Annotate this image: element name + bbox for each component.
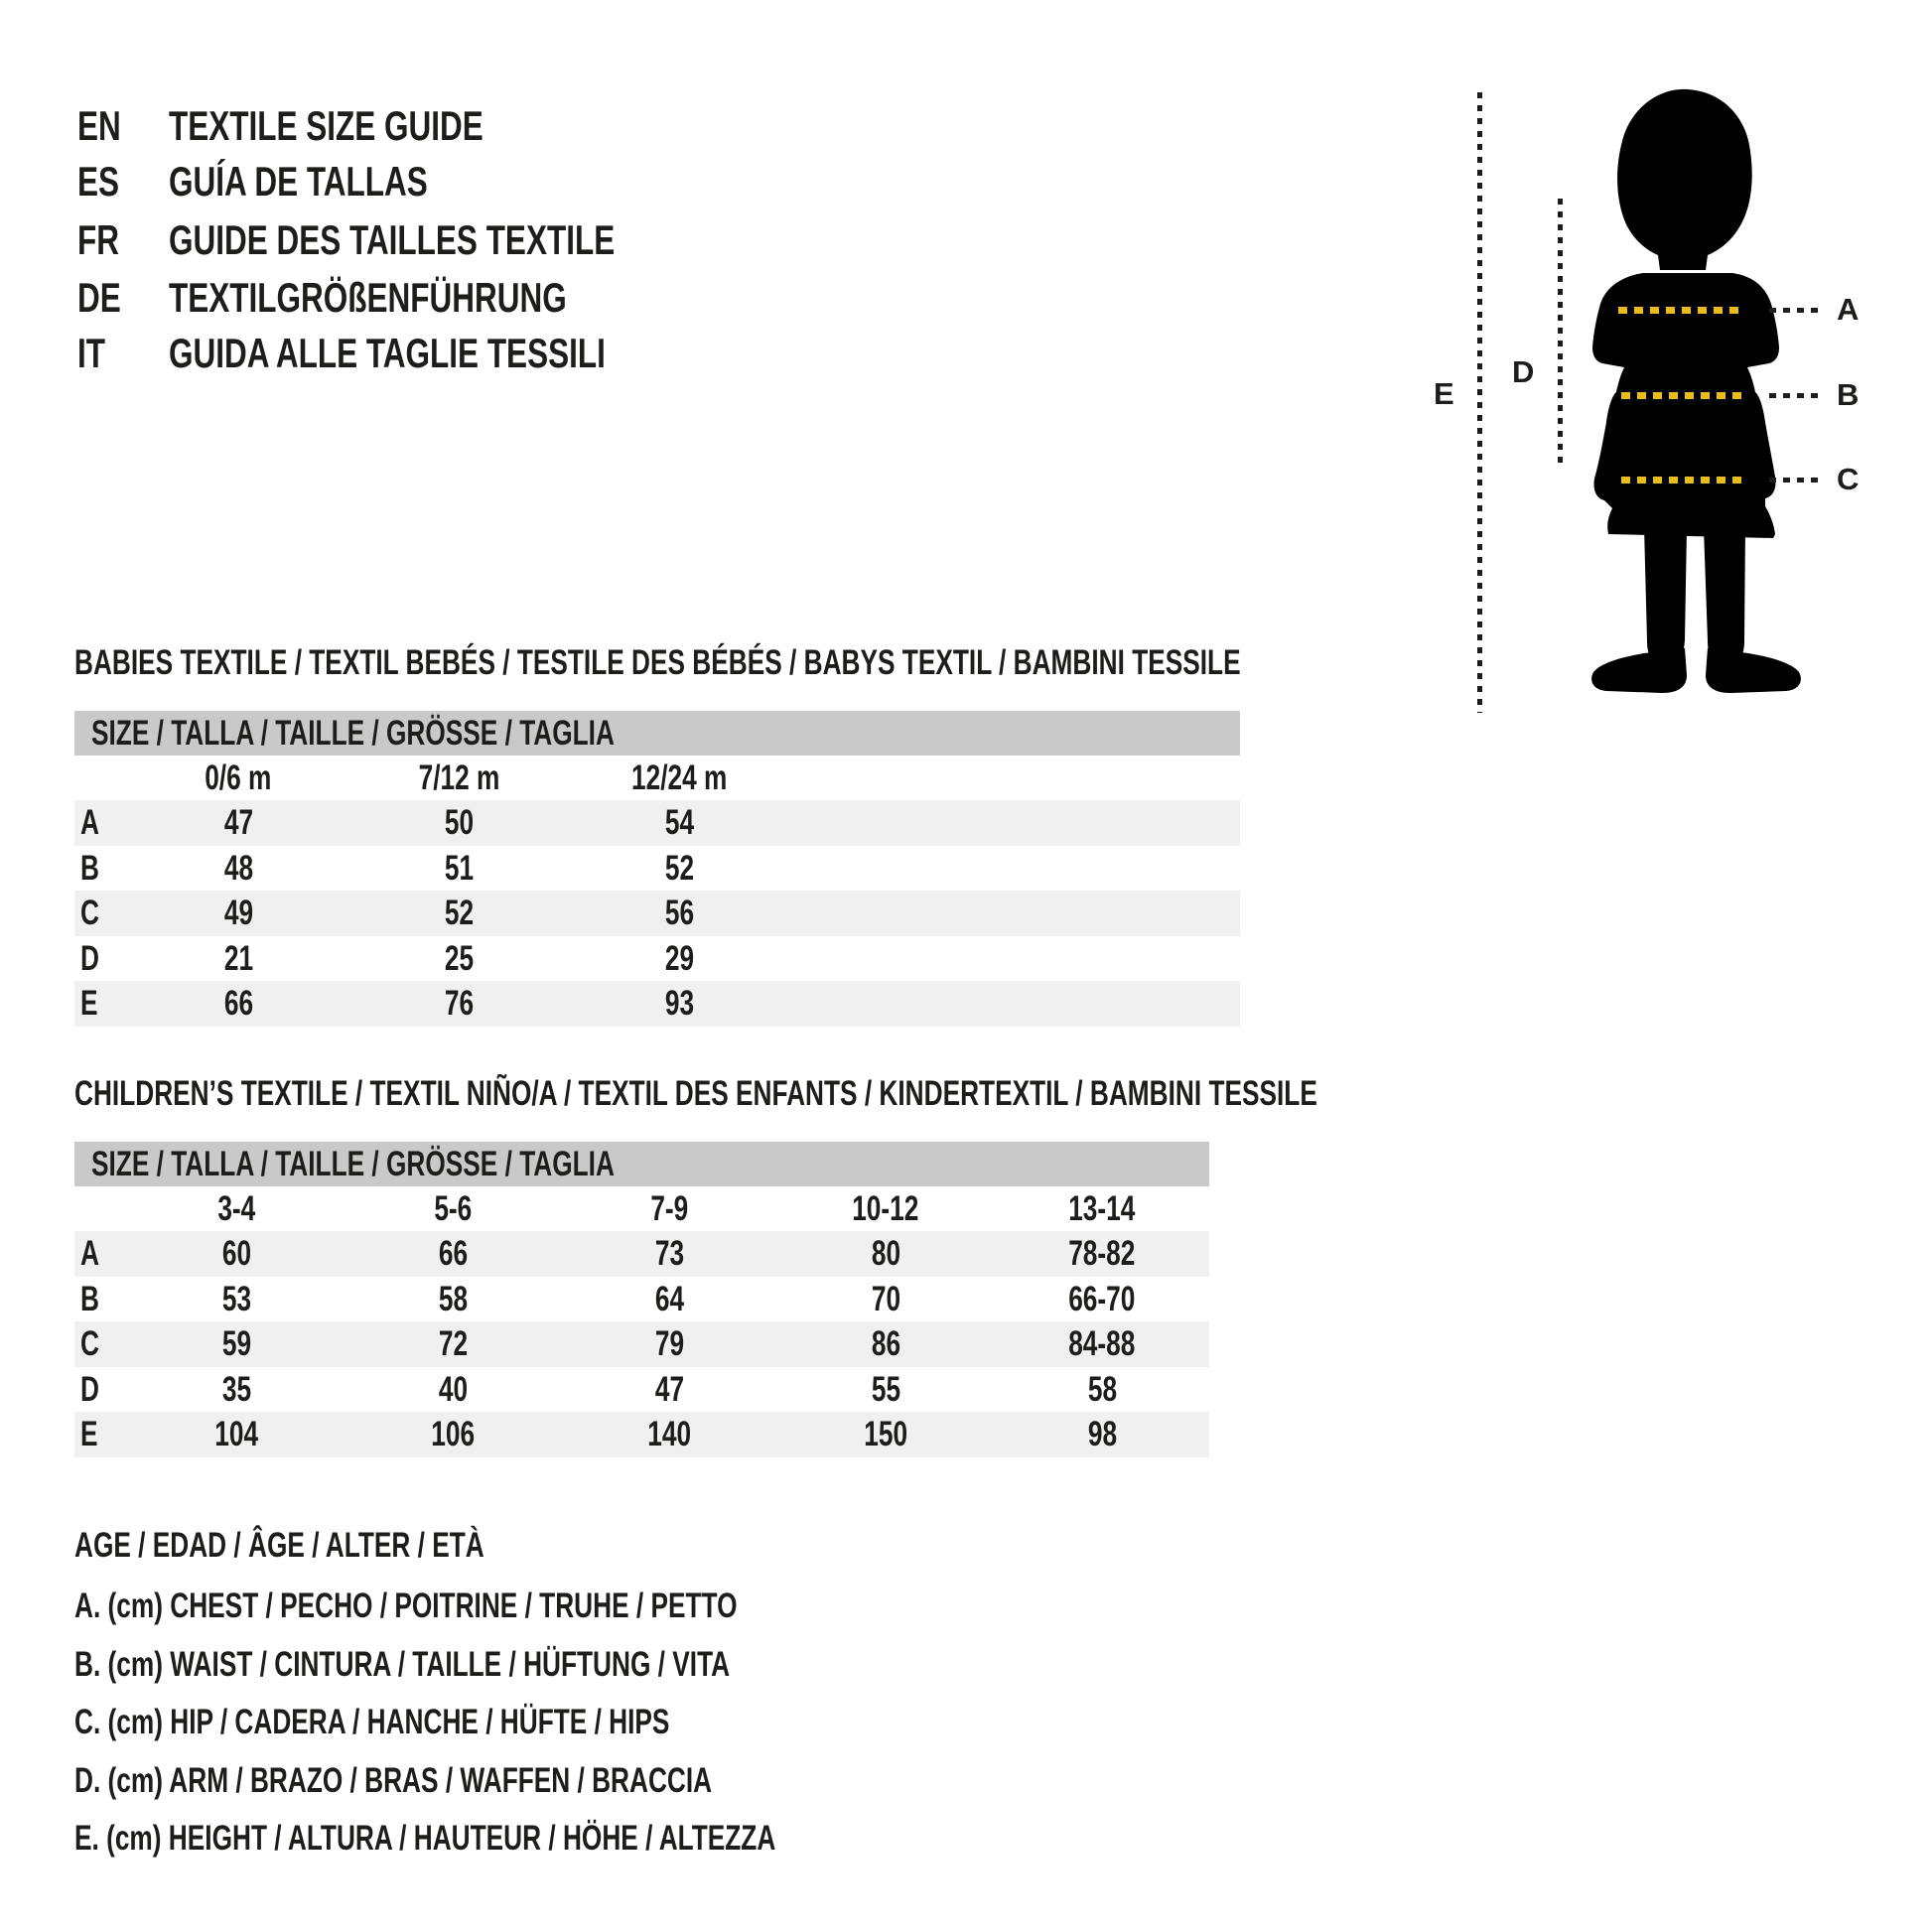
- language-code: FR: [77, 216, 119, 263]
- column-header: 10-12: [852, 1189, 919, 1228]
- cell: 78-82: [1068, 1234, 1136, 1273]
- guide-title: GUIDA ALLE TAGLIE TESSILI: [169, 330, 606, 376]
- figure-label-b: B: [1837, 377, 1860, 412]
- cell: 52: [664, 848, 694, 888]
- legend-line-waist: B. (cm) WAIST / CINTURA / TAILLE / HÜFTUNG / VITA: [74, 1645, 731, 1684]
- legend-line-hip: C. (cm) HIP / CADERA / HANCHE / HÜFTE / HIPS: [74, 1703, 670, 1741]
- legend-line-age: AGE / EDAD / ÂGE / ALTER / ETÀ: [74, 1526, 484, 1565]
- cell: 51: [444, 848, 474, 888]
- table-row: [74, 1321, 1209, 1367]
- row-label: C: [80, 1324, 99, 1363]
- column-header: 0/6 m: [205, 759, 272, 797]
- height-measure-line-e: [1477, 92, 1482, 713]
- babies-column-headers: [74, 756, 1240, 800]
- babies-size-header-bar: SIZE / TALLA / TAILLE / GRÖSSE / TAGLIA: [74, 711, 1240, 756]
- children-section-heading: CHILDREN’S TEXTILE / TEXTIL NIÑO/A / TEXTIL DES ENFANTS / KINDERTEXTIL / BAMBINI TESSILE: [74, 1074, 1317, 1113]
- cell: 86: [871, 1324, 900, 1363]
- cell: 70: [871, 1279, 900, 1318]
- table-row: [74, 846, 1240, 892]
- row-label: E: [80, 984, 98, 1023]
- guide-title: TEXTILGRÖßENFÜHRUNG: [169, 274, 567, 321]
- column-header: 13-14: [1068, 1189, 1136, 1228]
- children-size-header-bar: SIZE / TALLA / TAILLE / GRÖSSE / TAGLIA: [74, 1142, 1209, 1186]
- cell: 73: [654, 1234, 684, 1273]
- figure-label-a: A: [1837, 292, 1860, 327]
- cell: 21: [223, 938, 253, 978]
- cell: 98: [1087, 1415, 1117, 1453]
- column-header: 5-6: [434, 1189, 472, 1228]
- cell: 40: [438, 1369, 468, 1409]
- cell: 150: [864, 1415, 907, 1453]
- table-row: [74, 981, 1240, 1027]
- row-label: C: [80, 894, 99, 932]
- table-row: [74, 800, 1240, 846]
- row-label: B: [80, 848, 99, 888]
- cell: 55: [871, 1369, 900, 1409]
- cell: 58: [1087, 1369, 1117, 1409]
- table-row: [74, 891, 1240, 936]
- table-row: [74, 1367, 1209, 1413]
- cell: 140: [647, 1415, 691, 1453]
- guide-title: GUIDE DES TAILLES TEXTILE: [169, 216, 616, 263]
- row-label: A: [80, 803, 99, 842]
- language-code: IT: [77, 330, 105, 376]
- table-row: [74, 1412, 1209, 1457]
- column-header: 12/24 m: [630, 759, 728, 797]
- hip-leader-line-c: [1769, 478, 1821, 483]
- children-table: [74, 1231, 1209, 1457]
- figure-label-d: D: [1512, 354, 1535, 389]
- legend-line-arm: D. (cm) ARM / BRAZO / BRAS / WAFFEN / BRACCIA: [74, 1761, 713, 1800]
- cell: 72: [438, 1324, 468, 1363]
- figure-label-c: C: [1837, 462, 1860, 496]
- legend-line-height: E. (cm) HEIGHT / ALTURA / HAUTEUR / HÖHE / ALTEZZA: [74, 1819, 776, 1858]
- language-code: DE: [77, 274, 121, 321]
- arm-measure-line-d: [1558, 199, 1563, 470]
- column-header: 7/12 m: [418, 759, 499, 797]
- cell: 76: [444, 984, 474, 1023]
- children-column-headers: [74, 1186, 1210, 1231]
- waist-measure-line-b: [1621, 392, 1743, 399]
- cell: 35: [221, 1369, 251, 1409]
- table-row: [74, 1231, 1209, 1277]
- cell: 79: [654, 1324, 684, 1363]
- cell: 25: [444, 938, 474, 978]
- cell: 59: [221, 1324, 251, 1363]
- column-header: 3-4: [217, 1189, 255, 1228]
- cell: 50: [444, 803, 474, 842]
- row-label: A: [80, 1234, 99, 1273]
- babies-section-heading: BABIES TEXTILE / TEXTIL BEBÉS / TESTILE DES BÉBÉS / BABYS TEXTIL / BAMBINI TESSILE: [74, 643, 1241, 682]
- language-code: EN: [77, 102, 121, 149]
- chest-leader-line-a: [1769, 308, 1821, 313]
- language-code: ES: [77, 158, 120, 205]
- row-label: D: [80, 1369, 99, 1409]
- table-row: [74, 936, 1240, 982]
- cell: 84-88: [1068, 1324, 1136, 1363]
- cell: 29: [664, 938, 694, 978]
- cell: 56: [664, 894, 694, 932]
- cell: 47: [654, 1369, 684, 1409]
- row-label: B: [80, 1279, 99, 1318]
- column-header: 7-9: [650, 1189, 688, 1228]
- chest-measure-line-a: [1618, 307, 1743, 314]
- legend-line-chest: A. (cm) CHEST / PECHO / POITRINE / TRUHE / PETTO: [74, 1587, 738, 1625]
- cell: 64: [654, 1279, 684, 1318]
- cell: 66: [438, 1234, 468, 1273]
- cell: 60: [221, 1234, 251, 1273]
- cell: 104: [214, 1415, 258, 1453]
- table-row: [74, 1277, 1209, 1322]
- row-label: D: [80, 938, 99, 978]
- cell: 106: [431, 1415, 475, 1453]
- waist-leader-line-b: [1769, 393, 1821, 398]
- cell: 58: [438, 1279, 468, 1318]
- cell: 53: [221, 1279, 251, 1318]
- babies-table: [74, 800, 1240, 1027]
- cell: 49: [223, 894, 253, 932]
- cell: 66-70: [1068, 1279, 1136, 1318]
- guide-title: TEXTILE SIZE GUIDE: [169, 102, 483, 149]
- cell: 54: [664, 803, 694, 842]
- hip-measure-line-c: [1621, 477, 1746, 483]
- figure-label-e: E: [1434, 376, 1454, 411]
- cell: 47: [223, 803, 253, 842]
- cell: 66: [223, 984, 253, 1023]
- row-label: E: [80, 1415, 98, 1453]
- cell: 48: [223, 848, 253, 888]
- cell: 52: [444, 894, 474, 932]
- guide-title: GUÍA DE TALLAS: [169, 158, 428, 205]
- cell: 93: [664, 984, 694, 1023]
- cell: 80: [871, 1234, 900, 1273]
